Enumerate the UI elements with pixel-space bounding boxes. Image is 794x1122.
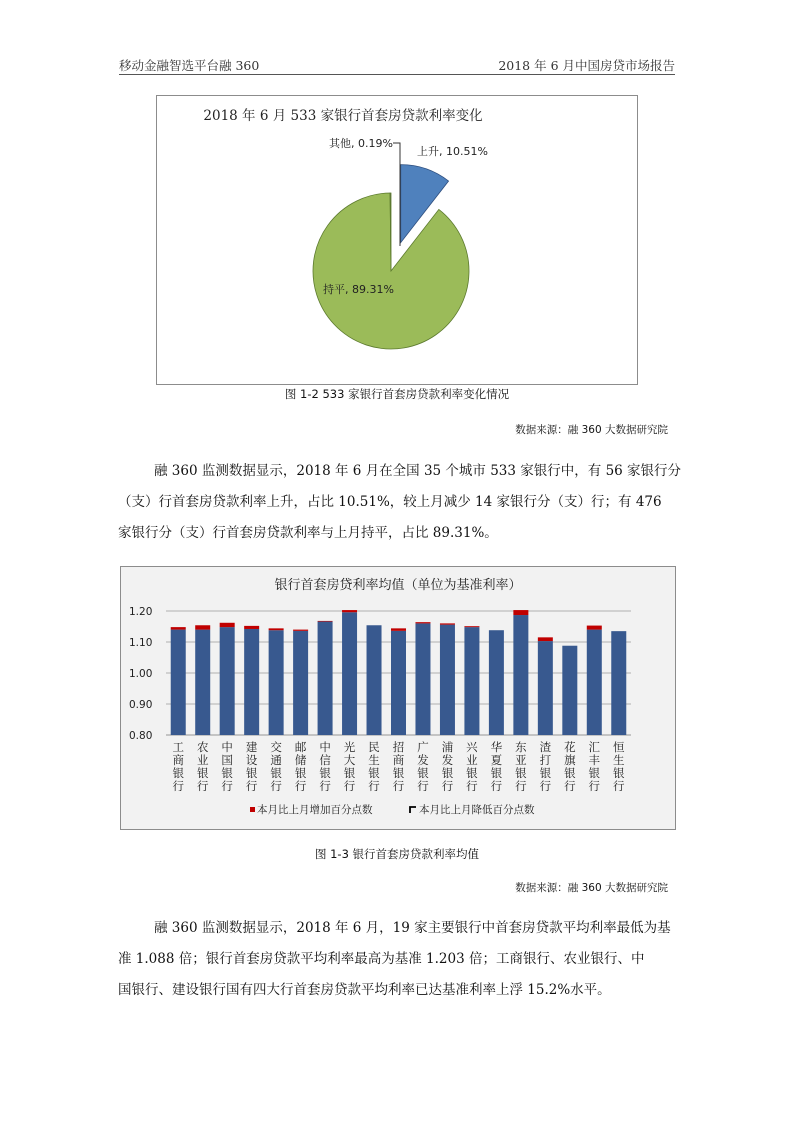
pie-chart-frame [156, 95, 638, 385]
bar-increase [587, 626, 602, 630]
y-tick-label: 1.10 [129, 637, 153, 649]
paragraph-1 [118, 456, 682, 549]
paragraph-2-line: 国银行、建设银行国有四大行首套房贷款平均利率已达基准利率上浮 15.2%水平。 [118, 982, 611, 998]
bar-base [440, 625, 455, 735]
paragraph-2 [118, 913, 678, 1006]
bar-increase [220, 623, 235, 627]
bar-base [562, 646, 577, 735]
bar-base [367, 625, 382, 735]
x-tick-label: 渣打银行 [539, 740, 552, 793]
bar-base [513, 615, 528, 735]
x-tick-label: 恒生银行 [613, 740, 625, 793]
paragraph-1-line: （支）行首套房贷款利率上升，占比 10.51%，较上月减少 14 家银行分（支）行；有 476 [118, 494, 662, 510]
paragraph-2-line: 准 1.088 倍；银行首套房贷款平均利率最高为基准 1.203 倍；工商银行、农业银行、中 [118, 951, 645, 967]
figure2-source: 数据来源：融 360 大数据研究院 [515, 882, 668, 894]
pie-label-other: 其他, 0.19% [329, 137, 393, 150]
figure1-caption: 图 1-2 533 家银行首套房贷款利率变化情况 [284, 387, 510, 401]
bar-increase [342, 610, 357, 612]
pie-chart-title: 2018 年 6 月 533 家银行首套房贷款利率变化 [203, 108, 483, 124]
legend-swatch-decrease [410, 807, 416, 813]
paragraph-1-line: 融 360 监测数据显示，2018 年 6 月在全国 35 个城市 533 家银行中，有 56 家银行分 [154, 463, 682, 479]
y-tick-label: 0.80 [129, 730, 153, 742]
bar-increase [269, 628, 284, 630]
x-tick-label: 花旗银行 [564, 740, 576, 793]
bar-increase [195, 625, 210, 629]
figure2-caption: 图 1-3 银行首套房贷款利率均值 [314, 847, 480, 861]
pie-label-flat: 持平, 89.31% [323, 283, 394, 296]
bar-increase [415, 622, 430, 623]
x-tick-label: 民生银行 [368, 740, 380, 793]
bar-base [244, 629, 259, 735]
bar-increase [318, 621, 333, 622]
x-tick-label: 浦发银行 [441, 740, 454, 793]
legend-label-decrease: 本月比上月降低百分点数 [419, 804, 535, 816]
x-tick-label: 农业银行 [196, 740, 209, 793]
x-tick-label: 交通银行 [270, 740, 282, 793]
x-tick-label: 招商银行 [392, 740, 405, 793]
x-tick-label: 东亚银行 [515, 740, 527, 793]
legend-swatch-increase [250, 807, 255, 812]
bar-increase [440, 623, 455, 624]
bar-base [415, 623, 430, 735]
x-tick-label: 建设银行 [245, 740, 258, 793]
bar-base [587, 630, 602, 735]
paragraph-2-line: 融 360 监测数据显示，2018 年 6 月，19 家主要银行中首套房贷款平均利率最低为基 [154, 920, 671, 936]
header-right: 2018 年 6 月中国房贷市场报告 [498, 58, 675, 73]
bar-chart-title: 银行首套房贷利率均值（单位为基准利率） [274, 578, 522, 593]
y-tick-label: 1.00 [129, 668, 153, 680]
y-tick-label: 0.90 [129, 699, 153, 711]
bar-base [318, 622, 333, 735]
x-tick-label: 光大银行 [343, 740, 356, 793]
y-tick-label: 1.20 [129, 606, 153, 618]
bar-increase [171, 627, 186, 629]
bar-base [293, 631, 308, 735]
x-tick-label: 中国银行 [221, 740, 233, 793]
bar-base [171, 630, 186, 735]
x-tick-label: 汇丰银行 [588, 740, 601, 793]
bar-base [342, 612, 357, 735]
x-tick-label: 邮储银行 [294, 740, 307, 793]
x-tick-label: 广发银行 [417, 740, 429, 793]
bar-legend [250, 803, 535, 816]
bar-chart-frame [120, 566, 676, 830]
legend-label-increase: 本月比上月增加百分点数 [257, 804, 373, 816]
bar-base [220, 627, 235, 735]
leader-line-other [393, 143, 400, 246]
bar-base [195, 630, 210, 735]
x-tick-label: 工商银行 [172, 740, 184, 793]
pie-chart [157, 96, 637, 384]
bar-increase [391, 628, 406, 630]
bar-base [464, 627, 479, 735]
page-header [119, 54, 675, 75]
bar-increase [464, 626, 479, 627]
bar-base [538, 641, 553, 735]
figure1-source: 数据来源：融 360 大数据研究院 [515, 424, 668, 436]
bar-chart [121, 567, 675, 829]
x-tick-label: 中信银行 [319, 740, 331, 793]
bar-base [611, 631, 626, 735]
x-tick-label: 华夏银行 [490, 740, 503, 793]
bar-increase [244, 626, 259, 629]
bar-base [269, 630, 284, 735]
pie-label-up: 上升, 10.51% [417, 145, 488, 158]
bar-increase [538, 637, 553, 641]
bar-base [489, 630, 504, 735]
x-tick-label: 兴业银行 [466, 740, 478, 793]
header-left: 移动金融智选平台融 360 [119, 58, 260, 73]
paragraph-1-line: 家银行分（支）行首套房贷款利率与上月持平，占比 89.31%。 [118, 525, 498, 541]
bar-increase [293, 630, 308, 631]
bar-increase [513, 610, 528, 615]
bar-base [391, 631, 406, 735]
